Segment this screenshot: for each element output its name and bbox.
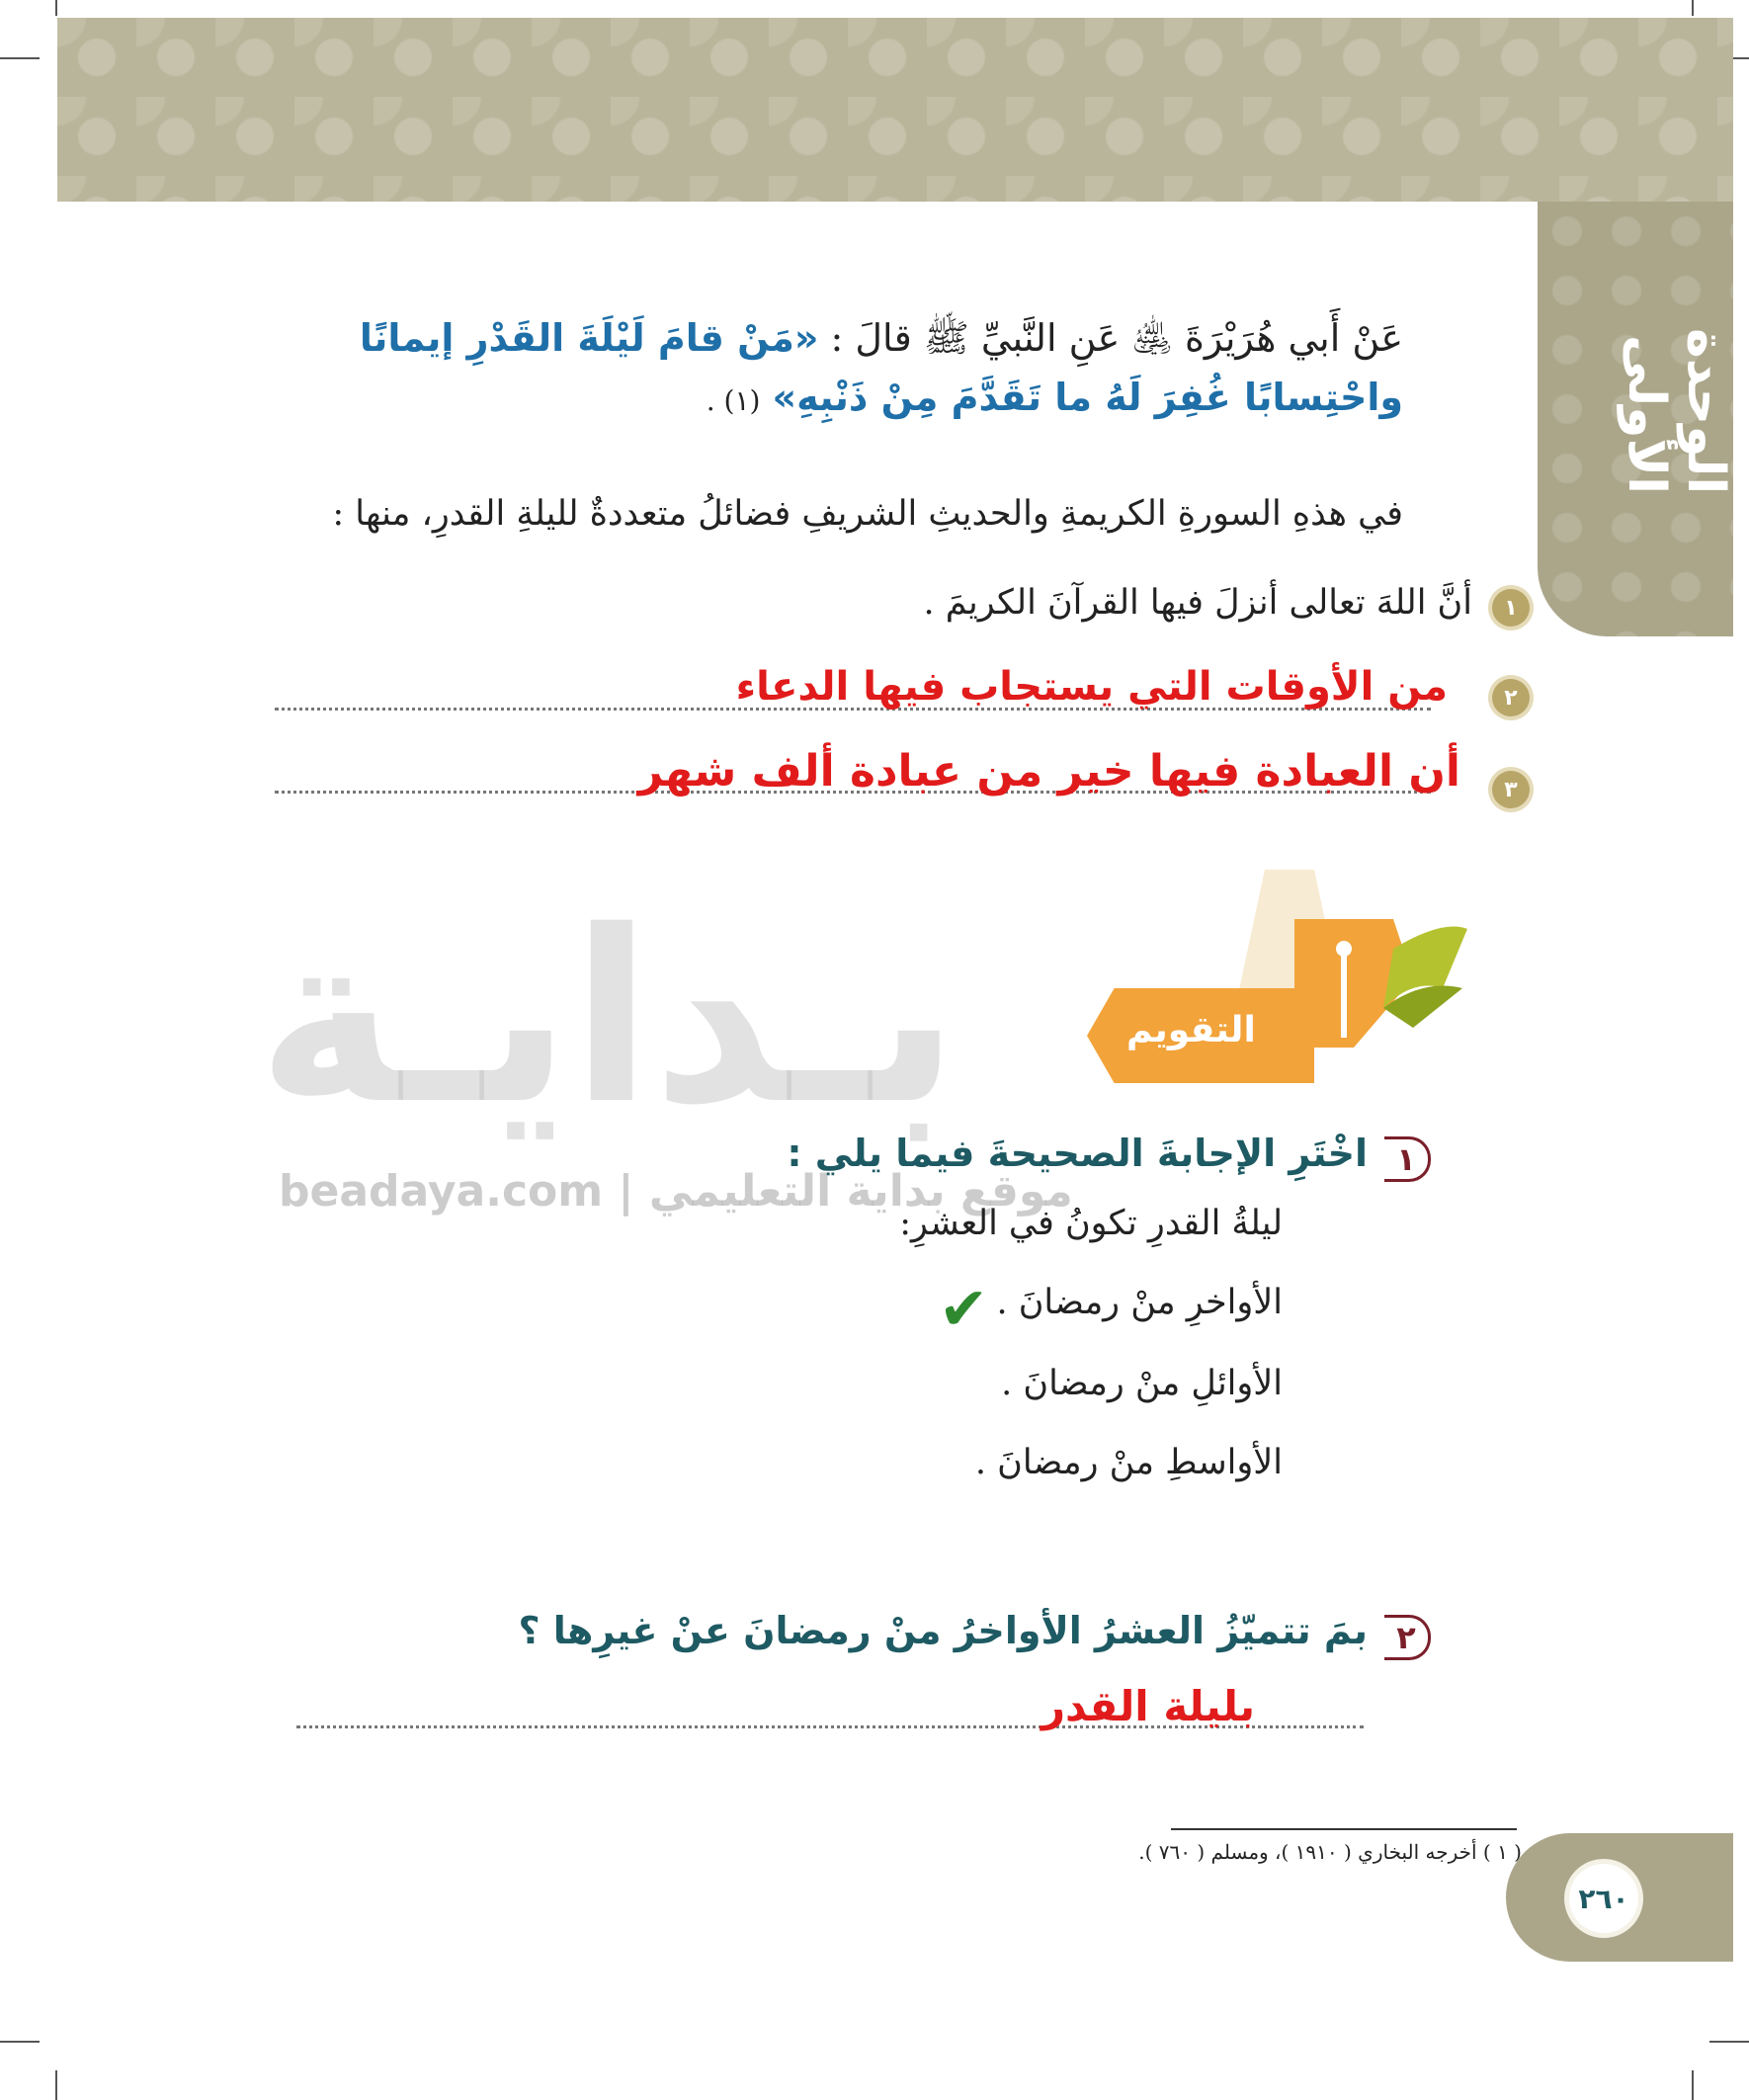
question-prompt: بمَ تتميّزُ العشرُ الأواخرُ منْ رمضانَ عنْ غيرِها ؟ — [518, 1609, 1368, 1652]
virtue-text: أنَّ اللهَ تعالى أنزلَ فيها القرآنَ الكريمَ . — [923, 583, 1472, 623]
checkmark-icon: ✔ — [939, 1275, 989, 1344]
question-answer-handwritten: بليلة القدر — [1041, 1682, 1255, 1730]
question-number: ١ — [1384, 1136, 1431, 1182]
hadith-paragraph — [208, 308, 1403, 431]
unit-tab-label: الوحدة الأولى — [1617, 327, 1735, 494]
footnote: ( ١ ) أخرجه البخاري ( ١٩١٠ )، ومسلم ( ٧٦٠ ). — [1138, 1840, 1522, 1864]
question-prompt: اخْتَرِ الإجابةَ الصحيحةَ فيما يلي : — [787, 1132, 1368, 1175]
virtue-answer-handwritten: من الأوقات التي يستجاب فيها الدعاء — [735, 664, 1448, 710]
virtue-answer-handwritten: أن العبادة فيها خير من عبادة ألف شهر — [637, 746, 1460, 797]
header-decorative-band — [57, 18, 1733, 202]
hadith-reference: (١) . — [706, 384, 761, 417]
virtue-number-badge: ٢ — [1492, 679, 1530, 716]
hadith-narrator: عَنْ أَبي هُرَيْرَةَ ﵁ عَنِ النَّبيِّ ﷺ قالَ : — [830, 316, 1403, 360]
watermark-logo: بـدايـة — [257, 880, 959, 1156]
evaluation-label: التقويم — [1126, 1010, 1256, 1050]
virtue-number-badge: ٣ — [1492, 771, 1530, 808]
page-number: ٢٦٠ — [1569, 1864, 1638, 1933]
option-item: الأواخرِ منْ رمضانَ . — [996, 1283, 1283, 1322]
option-item: الأواسطِ منْ رمضانَ . — [974, 1443, 1283, 1482]
option-item: الأوائلِ منْ رمضانَ . — [1001, 1364, 1283, 1403]
hadith-quote: «مَنْ قامَ لَيْلَةَ القَدْرِ إيمانًا واحْتِسابًا غُفِرَ لَهُ ما تَقَدَّمَ مِنْ ذَنْبِهِ» — [359, 316, 1403, 419]
intro-paragraph: في هذهِ السورةِ الكريمةِ والحديثِ الشريفِ فضائلُ متعددةٌ لليلةِ القدرِ، منها : — [332, 494, 1403, 534]
virtue-number-badge: ١ — [1492, 589, 1530, 627]
footnote-rule — [1171, 1828, 1517, 1830]
watermark-site: beadaya.com | موقع بداية التعليمي — [279, 1166, 1073, 1217]
question-stem: ليلةُ القدرِ تكونُ في العشرِ: — [899, 1204, 1283, 1243]
question-number: ٢ — [1384, 1615, 1431, 1660]
